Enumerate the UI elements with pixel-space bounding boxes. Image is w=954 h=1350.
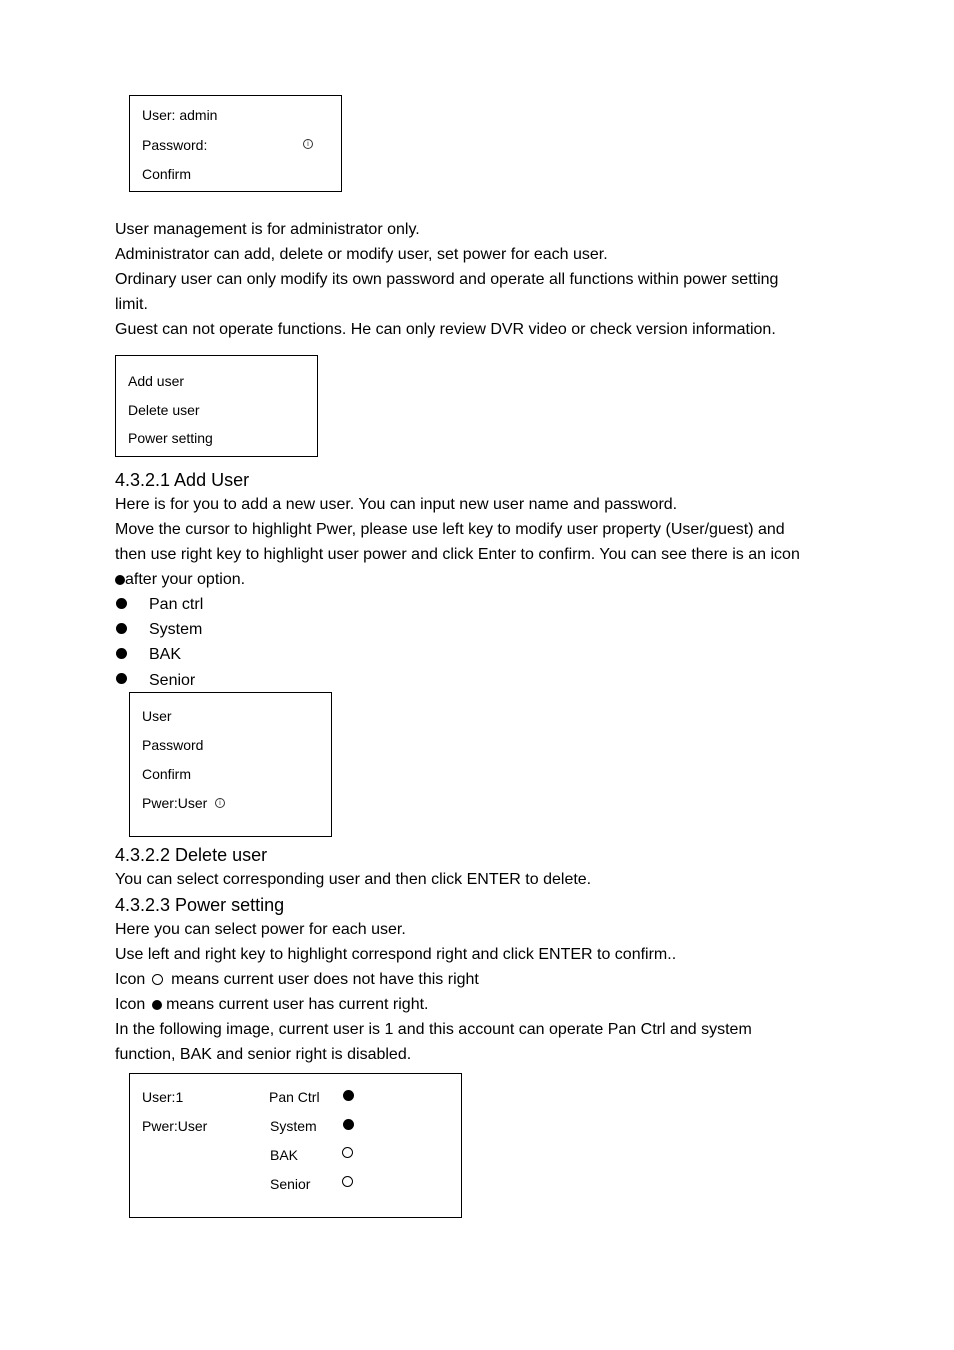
add-user-dialog	[129, 692, 332, 837]
bullet-icon	[116, 648, 127, 659]
power-setting-dialog	[129, 1073, 462, 1218]
power-setting-line	[115, 970, 479, 990]
intro-line: Ordinary user can only modify its own password and operate all functions within power setting	[115, 271, 779, 288]
filled-dot-icon	[343, 1119, 354, 1130]
intro-line: Guest can not operate functions. He can only review DVR video or check version information.	[115, 321, 776, 338]
add-user-name-field[interactable]: User	[142, 708, 172, 724]
delete-user-line: You can select corresponding user and then click ENTER to delete.	[115, 871, 592, 888]
empty-meaning-text: means current user does not have this right	[171, 971, 479, 988]
bullet-item: Pan ctrl	[149, 596, 204, 613]
empty-circle-icon	[342, 1176, 353, 1187]
section-heading-delete-user: 4.3.2.2 Delete user	[115, 845, 268, 865]
bullet-item: System	[149, 621, 203, 638]
filled-dot-icon	[152, 1000, 162, 1010]
icon-word: Icon	[115, 971, 146, 988]
bullet-item: BAK	[149, 646, 182, 663]
login-dialog	[129, 95, 342, 192]
add-user-line-text: after your option.	[125, 571, 246, 588]
intro-line: User management is for administrator only.	[115, 221, 420, 238]
power-setting-line	[115, 995, 429, 1015]
power-setting-line: Use left and right key to highlight correspond right and click ENTER to confirm..	[115, 946, 677, 963]
info-icon: i	[215, 798, 225, 808]
login-confirm-button[interactable]: Confirm	[142, 166, 192, 182]
add-user-password-field[interactable]: Password	[142, 737, 204, 753]
icon-word: Icon	[115, 996, 146, 1013]
menu-item-add-user[interactable]: Add user	[128, 373, 185, 389]
add-user-line: Move the cursor to highlight Pwer, please use left key to modify user property (User/guest) and	[115, 521, 785, 538]
power-pwer-selector[interactable]: Pwer:User	[142, 1118, 208, 1134]
add-user-line	[115, 570, 245, 590]
bullet-icon	[116, 623, 127, 634]
power-setting-line: Here you can select power for each user.	[115, 921, 406, 938]
intro-line: Administrator can add, delete or modify user, set power for each user.	[115, 246, 608, 263]
filled-meaning-text: means current user has current right.	[166, 996, 429, 1013]
power-setting-line: In the following image, current user is 1 and this account can operate Pan Ctrl and system	[115, 1021, 752, 1038]
login-password-field[interactable]: Password:	[142, 137, 208, 153]
info-icon: i	[303, 139, 313, 149]
bullet-icon	[116, 598, 127, 609]
login-user-label: User: admin	[142, 107, 218, 123]
right-label-bak: BAK	[270, 1147, 299, 1163]
power-user-value[interactable]: User:1	[142, 1089, 184, 1105]
add-user-line: then use right key to highlight user power and click Enter to confirm. You can see there is an icon	[115, 546, 800, 563]
section-heading-power-setting: 4.3.2.3 Power setting	[115, 895, 285, 915]
add-user-line: Here is for you to add a new user. You can input new user name and password.	[115, 496, 678, 513]
bullet-item: Senior	[149, 672, 196, 689]
right-label-system: System	[270, 1118, 317, 1134]
right-label-senior: Senior	[270, 1176, 311, 1192]
intro-line: limit.	[115, 296, 148, 313]
filled-dot-icon	[343, 1090, 354, 1101]
filled-dot-icon	[115, 575, 125, 585]
empty-circle-icon	[152, 974, 163, 985]
menu-item-delete-user[interactable]: Delete user	[128, 402, 200, 418]
user-management-menu	[115, 355, 318, 457]
empty-circle-icon	[342, 1147, 353, 1158]
add-user-confirm-field[interactable]: Confirm	[142, 766, 192, 782]
power-setting-line: function, BAK and senior right is disabled.	[115, 1046, 412, 1063]
bullet-icon	[116, 673, 127, 684]
menu-item-power-setting[interactable]: Power setting	[128, 430, 213, 446]
section-heading-add-user: 4.3.2.1 Add User	[115, 470, 250, 490]
add-user-power-selector[interactable]: Pwer:User	[142, 795, 208, 811]
right-label-pan-ctrl: Pan Ctrl	[269, 1089, 320, 1105]
